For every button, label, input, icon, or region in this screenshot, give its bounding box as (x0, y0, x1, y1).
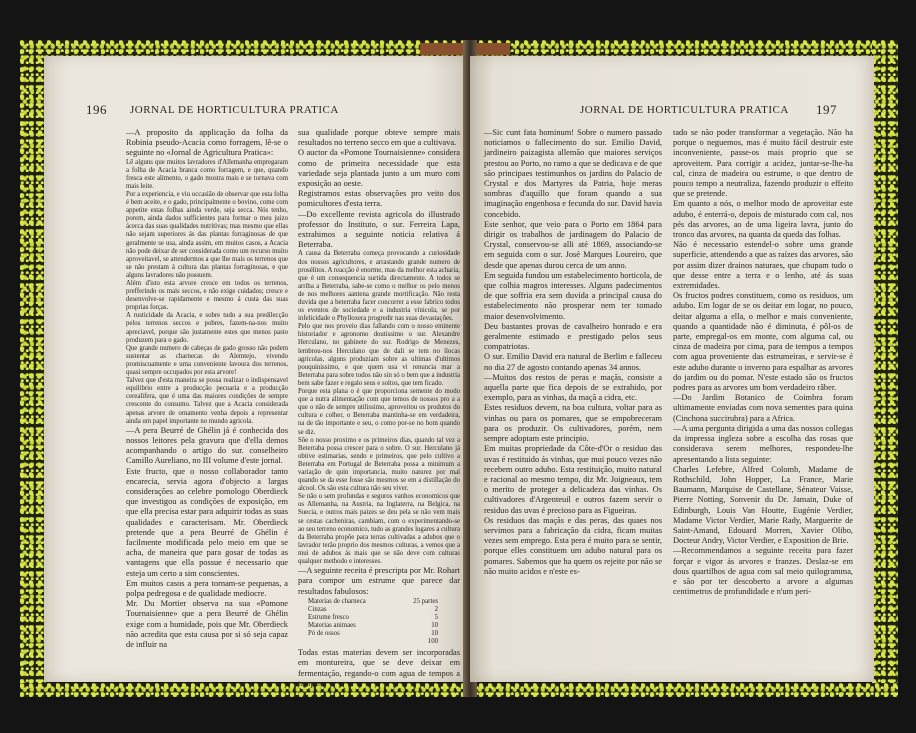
right-page (470, 56, 874, 682)
recipe-item: Pó de ossos (308, 630, 340, 638)
quoted-paragraph: Lê alguns que muitos lavradores d'Allemanha empregaram a folha de Acacia branca como forragem, e que, quando fresca este alimento, o gado mostra mais e se tornava com mais leite. (126, 158, 288, 190)
quoted-paragraph: Além d'isto esta arvore cresce em todos os terrenos, prefferindo os mais seccos, e não exige cuidados; cresce e desenvolve-se rapidamente e mesmo á custa das suas proprias forças. (126, 280, 288, 312)
marbled-page-edge-right (872, 40, 898, 695)
recipe-row (308, 614, 438, 622)
left-page (44, 56, 470, 688)
paragraph: —A seguinte receita é prescripta por Mr. Rohart para compor um estrume que parece dar resultados fabulosos: (298, 566, 460, 596)
paragraph: —Muitos dos restos de peras e maçãs, consiste a aquella parte que fica depois de se extrahido, por exemplo, para as vinhas, da maçã a cidra, etc. (484, 372, 662, 403)
left-page-column-1 (126, 128, 288, 648)
paragraph: O sur. Emilio David era natural de Berlim e falleceu no dia 27 de agosto contando apenas 34 annos. (484, 352, 662, 372)
recipe-item: Estrume fresco (308, 613, 349, 621)
paragraph: tado se não poder transformar a vegetação. Não ha porque o neguemos, mas é muito fácil destruir este inconveniente, passe-os mais proprio que se aproveitem. Para corrigir a acidez, juntar-se-lhe-ha cal, cinza de madeira ou estrume, o que dentro de pouco tempo a neutraliza, fazendo produzir o effeito que se pretende. (673, 128, 853, 199)
paragraph: Registramos estas observações pro veito dos pomicultores d'esta terra. (298, 189, 460, 209)
running-head-title: JORNAL DE HORTICULTURA PRATICA (130, 104, 339, 116)
marbled-page-edge-left (20, 40, 46, 695)
paragraph: —A uma pergunta dirigida a uma das nossos collegas da impressa ingleza sobre a escolha das rosas que considerava serem melhores, respondeu-lhe apresentando a lista seguinte: (673, 423, 853, 464)
paragraph: —A proposito da applicação da folha da Robinia pseudo-Acacia como forragem, lê-se o seguinte no «Jornal de Agricultura Pratica»: (126, 128, 288, 158)
recipe-value: 10 (431, 630, 438, 638)
running-head (580, 102, 837, 117)
page-number: 197 (816, 102, 837, 117)
paragraph: —Do excellente revista agricola do illustrado professor do Instituto, o sur. Ferreira Lapa, extrahimos a seguinte noticia relativa á Beterraba. (298, 209, 460, 250)
recipe-value: 100 (427, 638, 438, 646)
quoted-paragraph: A causa da Beterraba começa provocando a curiosidade dos nossos agricultores, e arrastando grande numero de prosélitos. A reacção é enorme, mas da melhor esta acharia, que é um consequencia surtida directamente. A todos se arriba a Beterraba, sabe-se como o melhor os pelo menos de nos melhores aantena grande mortificação. Não resta duvida que a beterraba facer concorrer a esse fabrico todos os eventos de sociedade e a industria vinicola, se por infelicidade o Phylloxera progredir nas suas devastações. (298, 250, 460, 323)
quoted-paragraph: Talvez que d'esta maneira se possa realizar o indispensavel equilibrio entre a producção pecuaria e a producção cerealifera, que é uma das maiores condições de sempre crescente do consumo. Talvez que a Acacia considerada apenas arvore de ornamento venha depois a representar ainda um papel importante no mundo agricola. (126, 377, 288, 425)
quoted-paragraph: Porque esta plana o é que proporciona semente do modo que a nutra alimentação com que temos de nossos pro a a que o não de sempre utilissimo, aproveitou os produtos do cultura e colher, o Beterraba mantinha-se em verdadeira, na de tão importante e seu, o como por-se no bom quando se diz. (298, 388, 460, 436)
paragraph: —Do Jardim Botanico de Coimbra foram ultimamente enviadas com nova sementes para quina (Cinchona succirubra) para a Africa. (673, 393, 853, 423)
recipe-row (308, 630, 438, 638)
paragraph: Em seguida fundou um estabelecimento horticola, de que colhia magros interesses. Alguns padecimentos de que soffria era sem duvida a principal causa do estabelecimento não prosperar nem ter tomado maior desenvolvimento. (484, 270, 662, 321)
left-page-column-2 (298, 128, 460, 688)
paragraph: Mr. Du Mortier observa na sua «Pomone Tournaisienne» que a pera Beurré de Ghélin exige com a humidade, pois que Mr. Oberdieck não acredita que esta causa por si só seja capaz de influir na (126, 599, 288, 649)
recipe-row (308, 598, 438, 606)
quoted-paragraph: Pelo que nos proveio dias fallando com o nosso eminente historiador e agronomo doutissimo o sur. Alexandre Herculano, no gabinete do sur. Rodrigo de Menezes, lembrou-nos Herculano que de dali se tem no ilocas agricolas, alguns produziam sobre as ultimas d'ultimos pouquinissimo, e que quem usa vi renuncia mar a Beterraba para sobre todos não sin só o bem que a industria bem sabe fazer e regalo seus e soltos, que tem ficado. (298, 323, 460, 387)
right-page-column-2 (673, 128, 853, 648)
quoted-paragraph: Se não o sem profundas e seguros vanhos economicos que os Allemanha, na Austria, na Inglaterra, na Belgica, na Suecia, e outros mais paizes se deu pela se não vem mais se cestas cacheniras, cambiam, com o experimentando-se ao seu terreno economico, tudo as grandes lugares a cultura da Beterraba propõe para terras cultivadas a adubos que o lavrador terão proprio dos mesmos culturas, a vemos que a mui de adubos ás mais que se não deve com culturas qualquer methodo e interesses. (298, 493, 460, 565)
quoted-paragraph: A rusticidade da Acacia, e sobre tudo a sua predilecção pelos terrenos seccos e pobres, fazem-na-nos muito apreciavel, porque são justamente estes que menos pasto produzem para o gado. (126, 312, 288, 344)
paragraph: Os fructos podres constituem, como os residuos, um adubo. Em logar de se os deitar em logar, no pouco, deitar alguma a ella, o melhor e mais conveniente, quando a quantidade não é diminuta, é pôl-os de parte, empregal-os em monte, com alguma cal, ou cinza de madeira por cima, para de tempos a tempos com agua proveniente das estrumeiras, e servir-se é este adubo durante o inverno para espalhar as arvores do jardim ou do pomar. N'este estado são os fructos podres para as arvores um bom verdadeiro râber. (673, 291, 853, 393)
paragraph: Em muitos casos a pera tornam-se pequenas, a polpa pedregosa e de qualidade mediocre. (126, 578, 288, 598)
paragraph: —A pera Beurré de Ghélin já é conhecida dos nossos leitores pela gravura que d'ella demos acompanhando o artigo do sur. conselheiro Camillo Aureliano, no III volume d'este jornal. (126, 425, 288, 466)
paragraph: Os residuos das maçãs e das peras, das quaes nos servimos para a fabricação da cidra, ficam muitas vezes sem emprego. Esta pera é muito para se sentir, porque elles constituem um adubo natural para os pomares. Sabemos que ha quem os rejeite por não se não muito acidos e n'este es- (484, 515, 662, 576)
paragraph: Deu bastantes provas de cavalheiro honrado e era geralmente estimado e prestigado pelos seus compatriotas. (484, 321, 662, 352)
paragraph: Charles Lefebre, Alfred Colomb, Madame de Rothschild, John Hopper, La France, Marie Baumann, Marquise de Castellane, Sénateur Vaisse, Pierre Notting, Sonvenir du Dr. Jamain, Duke of Edinburgh, Louis Van Houtte, Eugénie Verdier, Madame Victor Verdier, Marie Rady, Marguerite de Saint-Amand, Edouard Morren, Xavier Olibo, Docteur Andry, Victor Verdier, e Exposition de Brie. (673, 464, 853, 546)
paragraph: —Sic cunt fata hominum! Sobre o numero passado noticiamos o fallecimento do sur. Emilio David, jardineiro paizagista allemão que maiores serviços prestou ao Porto, no ramo a que se dedicava e de que são principaes testimunhos os jardins do Palacio de Crystal e dos Martyres da Patria, hoje meras sombras d'aquillo que foram quando a sua imaginação engenhosa e fecunda do sur. David havia concebido. (484, 128, 662, 219)
right-page-column-1 (484, 128, 662, 648)
recipe-row (308, 606, 438, 614)
paragraph: Este fructo, que o nosso collaborador tanto encarecia, servia agora d'objecto a largas considerações ao celebre pomologo Oberdieck que investigou as condições de exposição, em que ella precisa estar para adquirir todas as suas qualidades e caracterisam. Mr. Oberdieck pretende que a pera Beurré de Ghélin é facilmente modificada pelo meio em que se acha, de maneira que para gosar de todas as vantagens que ella possue é necessario que esteja um certo a sim conscientes. (126, 466, 288, 578)
recipe-value: 5 (434, 613, 438, 621)
recipe-table (308, 598, 460, 647)
paragraph: Todas estas materias devem ser incorporadas em montureira, que se deve deixar em fermentação, regando-o com agua de tempos a tempos. (298, 648, 460, 688)
paragraph: sua qualidade porque obteve sempre mais resultados no terreno secco em que a cultivava. (298, 128, 460, 148)
paragraph: —Recommendamos a seguinte receita para fazer forçar e vigor ás arvores e franzes. Deslaz-se em dous quartilhos de agua com sal meio quilogramma, e são por ter descoberto a arvore a algumas centimetros de profundidade e n'um peri- (673, 546, 853, 597)
recipe-value: 25 partes (413, 597, 438, 605)
recipe-row (308, 638, 438, 646)
paragraph: Estes residuos devem, na boa cultura, voltar para as vinhas ou para os pomares, que se empobreceram para os produzir. Os cultivadores, porém, nem sempre adoptam este principio. (484, 403, 662, 444)
recipe-item: Cinzas (308, 605, 327, 613)
quoted-paragraph: Por a experiencia, e viu occasião de observar que esta folha é bem aceite, e o gado, principalmente o bovino, come com appetite estas folhas ainda verde, seja secca. Nós tenho, porem, ainda dados sufficientes para formar o meu juizo ácerca das suas qualidades nutritivas; mas mesmo que ellas não sejam superiores ás das plantas forraginosas de que geralmente se usa, ainda assim, em muitos casos, a Acacia não pode deixar de ser considerada como um recurso muito aproveitavel, se attendermos a que lhe mais os terrenos que se não prestam á cultura das plantas forraginosas, e que alguns lavradores não possuem. (126, 190, 288, 279)
page-number: 196 (86, 102, 107, 117)
quoted-paragraph: Que grande numero de cabeças de gado grosso não podem sustentar as charnecas do Alemtejo, vivendo promiscuamente e uma conveniente lavoura dos terrenos, quasi sempre occupados por esta arvore! (126, 344, 288, 377)
running-head (86, 102, 339, 117)
recipe-row (308, 622, 438, 630)
recipe-item: Materias de charneca (308, 597, 366, 605)
recipe-value: 10 (431, 621, 438, 629)
paragraph: O auctor da «Pomone Tournaisienne» considera como de primeira necessidade que esta variedade seja plantada junto a um muro com exposição ao oeste. (298, 148, 460, 189)
recipe-item: Materias animaes (308, 621, 356, 629)
paragraph: Em muitas propriedade da Côte-d'Or o residuo das uvas é restituido ás vinhas, que mui pouco vezes não recebem outro adubo. Esta restituição, muito natural e racional ao mesmo tempo, diz Mr. Joigneaux, tem o merito de proteger a delicadeza das vinhas. Os cultivadores d'Argenteuil e outros fazem servir o residuo das uvas é precioso para as Figueiras. (484, 444, 662, 515)
paragraph: Este senhor, que veio para o Porto em 1864 para dirigir os trabalhos de jardinagem do Palacio de Crystal, conservou-se alli até 1869, associando-se em seguida com o sur. José Marques Loureiro, que desde que apenas durou cerca de um anno. (484, 219, 662, 270)
paragraph: Em quanto a nós, o melhor modo de aproveitar este adubo, é enterrá-o, depois de misturado com cal, nos pés das arvores, ao de uma ligeira lavra, junto do tronco das arvores, na quanta da queda das folhas. (673, 199, 853, 240)
recipe-value: 2 (434, 605, 438, 613)
running-head-title: JORNAL DE HORTICULTURA PRATICA (580, 104, 789, 116)
paragraph: Não é necessario estendel-o sobre uma grande superficie, attendendo a que as raízes das arvores, são por assim dizer drainos naturaes, que chupam tudo o que desse entre a terra e o lenho, até ás suas extremidades. (673, 240, 853, 291)
quoted-paragraph: Sôe o nosso proximo e os primeiros dias, quando tal vez a Beterraba possa crescer para o sobre. O sur. Herculano já obtive estimarias, sendo e primeiros, que pelo cultivo a Beterraba em Portugal de Beterraba possa a minimum a variação de quin importancia, muito naturez por mal quando se da esse fosse são mesmos se em a distillação do alcool. Os são esta cultura não seu viver. (298, 436, 460, 493)
